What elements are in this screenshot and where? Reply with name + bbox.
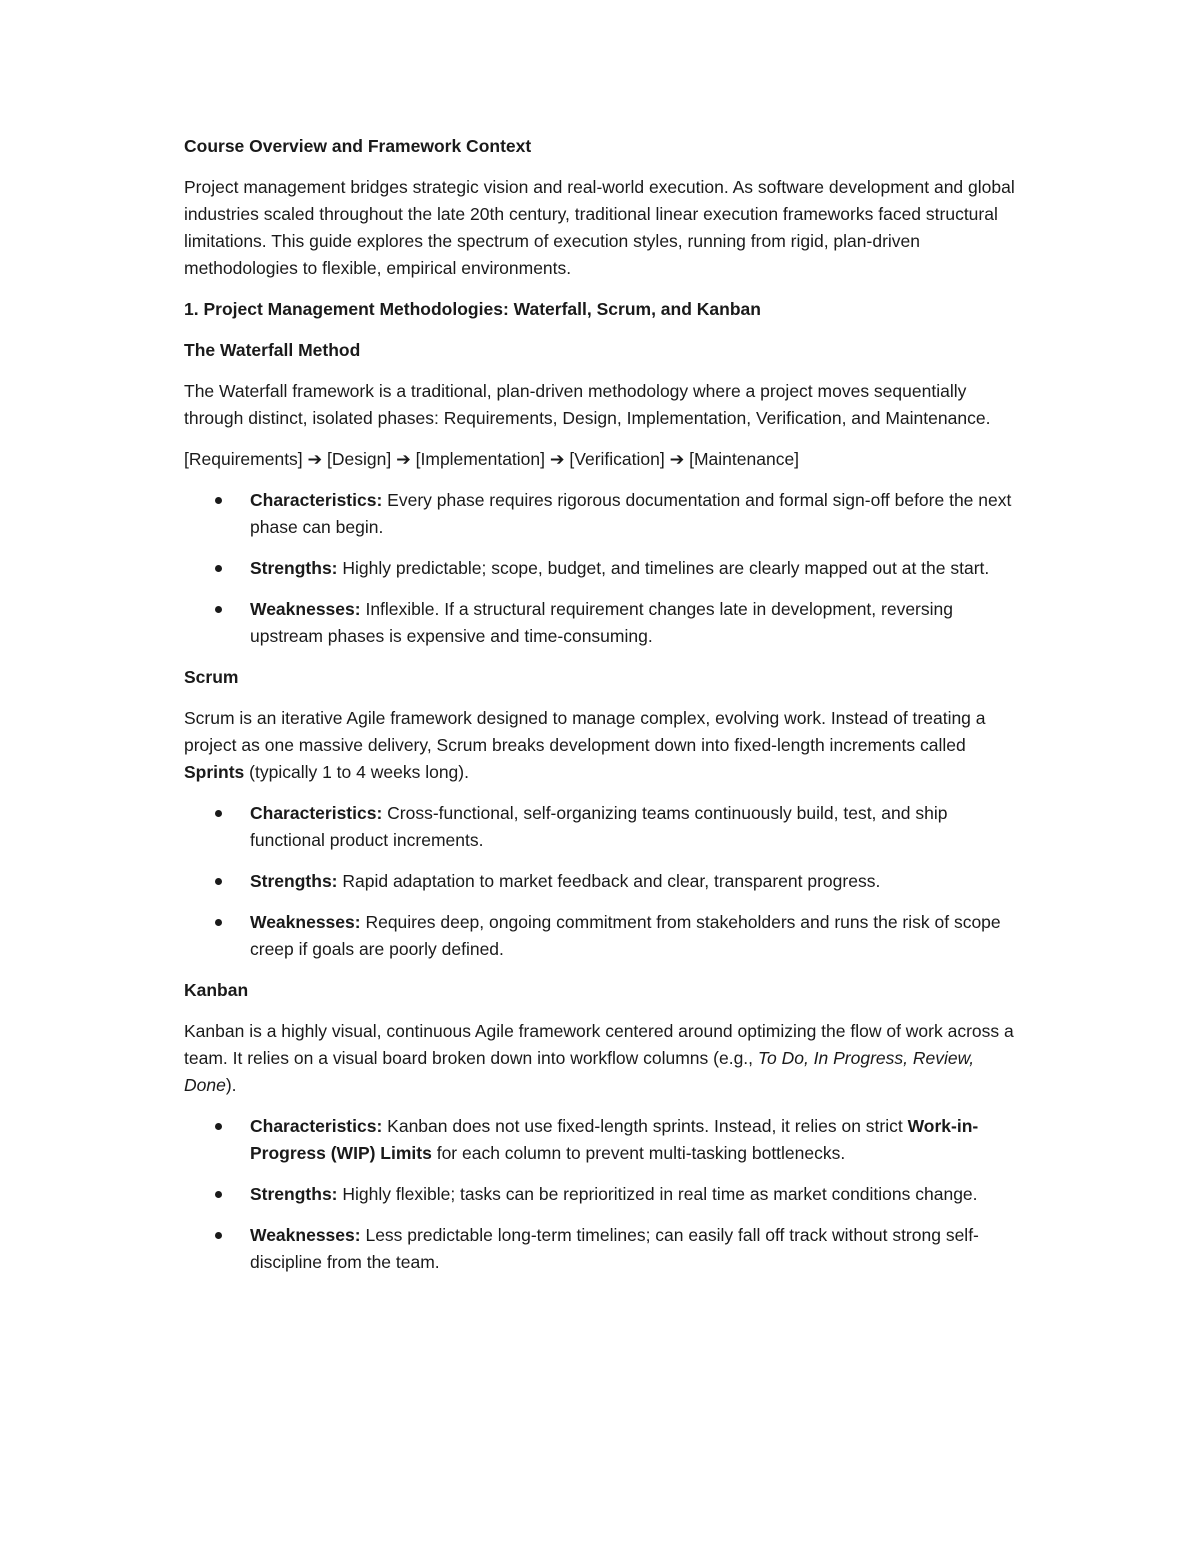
- waterfall-heading: The Waterfall Method: [184, 340, 361, 360]
- bullet-text: Requires deep, ongoing commitment from stakeholders and runs the risk of scope creep if goals are poorly defined.: [250, 912, 1001, 959]
- bullet-text: for each column to prevent multi-tasking bottlenecks.: [431, 1143, 846, 1163]
- list-item: [184, 868, 1019, 895]
- bullet-label: Strengths:: [250, 558, 338, 578]
- scrum-text-end: (typically 1 to 4 weeks long).: [244, 762, 469, 782]
- bullet-label: Weaknesses:: [250, 599, 361, 619]
- bullet-icon: [215, 919, 222, 926]
- kanban-bullet-list: [184, 1113, 1019, 1276]
- bullet-icon: [215, 497, 222, 504]
- bullet-icon: [215, 1232, 222, 1239]
- bullet-icon: [215, 606, 222, 613]
- kanban-columns-example: To Do, In Progress, Review, Done: [184, 1048, 975, 1095]
- list-item: [184, 555, 1019, 582]
- section-1-heading: 1. Project Management Methodologies: Waterfall, Scrum, and Kanban: [184, 299, 761, 319]
- bullet-text: Rapid adaptation to market feedback and clear, transparent progress.: [337, 871, 881, 891]
- list-item: [184, 909, 1019, 963]
- scrum-paragraph: [184, 705, 1019, 786]
- scrum-text-start: Scrum is an iterative Agile framework designed to manage complex, evolving work. Instead of treating a project as one massive delivery, Scrum breaks development down into fixed-length increments called: [184, 708, 986, 755]
- bullet-label: Characteristics:: [250, 490, 383, 510]
- waterfall-paragraph: The Waterfall framework is a traditional, plan-driven methodology where a project moves sequentially through distinct, isolated phases: Requirements, Design, Implementation, Verification, and Maintenance.: [184, 381, 991, 428]
- waterfall-phase-flow: [Requirements] ➔ [Design] ➔ [Implementation] ➔ [Verification] ➔ [Maintenance]: [184, 449, 800, 469]
- list-item: [184, 1181, 1019, 1208]
- scrum-bullet-list: [184, 800, 1019, 963]
- sprints-term: Sprints: [184, 762, 245, 782]
- bullet-label: Strengths:: [250, 1184, 338, 1204]
- bullet-label: Characteristics:: [250, 1116, 383, 1136]
- wip-limits-term: Work-in-Progress (WIP) Limits: [250, 1116, 979, 1163]
- list-item: [184, 1222, 1019, 1276]
- list-item: [184, 596, 1019, 650]
- bullet-icon: [215, 1191, 222, 1198]
- list-item: [184, 800, 1019, 854]
- kanban-text-end: ).: [225, 1075, 237, 1095]
- bullet-icon: [215, 1123, 222, 1130]
- bullet-text: Kanban does not use fixed-length sprints. Instead, it relies on strict: [382, 1116, 908, 1136]
- bullet-text: Highly predictable; scope, budget, and timelines are clearly mapped out at the start.: [337, 558, 990, 578]
- bullet-label: Strengths:: [250, 871, 338, 891]
- scrum-heading: Scrum: [184, 667, 239, 687]
- document-content: [184, 133, 1019, 1276]
- bullet-label: Characteristics:: [250, 803, 383, 823]
- bullet-icon: [215, 810, 222, 817]
- list-item: [184, 487, 1019, 541]
- bullet-text: Cross-functional, self-organizing teams continuously build, test, and ship functional product increments.: [250, 803, 948, 850]
- bullet-icon: [215, 878, 222, 885]
- kanban-heading: Kanban: [184, 980, 249, 1000]
- kanban-paragraph: [184, 1018, 1019, 1099]
- bullet-text: Every phase requires rigorous documentation and formal sign-off before the next phase can begin.: [250, 490, 1012, 537]
- bullet-icon: [215, 565, 222, 572]
- bullet-label: Weaknesses:: [250, 912, 361, 932]
- document-title: Course Overview and Framework Context: [184, 136, 532, 156]
- kanban-text-start: Kanban is a highly visual, continuous Agile framework centered around optimizing the flow of work across a team. It relies on a visual board broken down into workflow columns (e.g.,: [184, 1021, 1014, 1068]
- bullet-label: Weaknesses:: [250, 1225, 361, 1245]
- intro-paragraph: Project management bridges strategic vision and real-world execution. As software development and global industries scaled throughout the late 20th century, traditional linear execution frameworks faced structural limitations. This guide explores the spectrum of execution styles, running from rigid, plan-driven methodologies to flexible, empirical environments.: [184, 177, 1015, 278]
- bullet-text: Highly flexible; tasks can be reprioritized in real time as market conditions change.: [337, 1184, 978, 1204]
- bullet-text: Less predictable long-term timelines; can easily fall off track without strong self-discipline from the team.: [250, 1225, 979, 1272]
- list-item: [184, 1113, 1019, 1167]
- waterfall-bullet-list: [184, 487, 1019, 650]
- bullet-text: Inflexible. If a structural requirement changes late in development, reversing upstream phases is expensive and time-consuming.: [250, 599, 953, 646]
